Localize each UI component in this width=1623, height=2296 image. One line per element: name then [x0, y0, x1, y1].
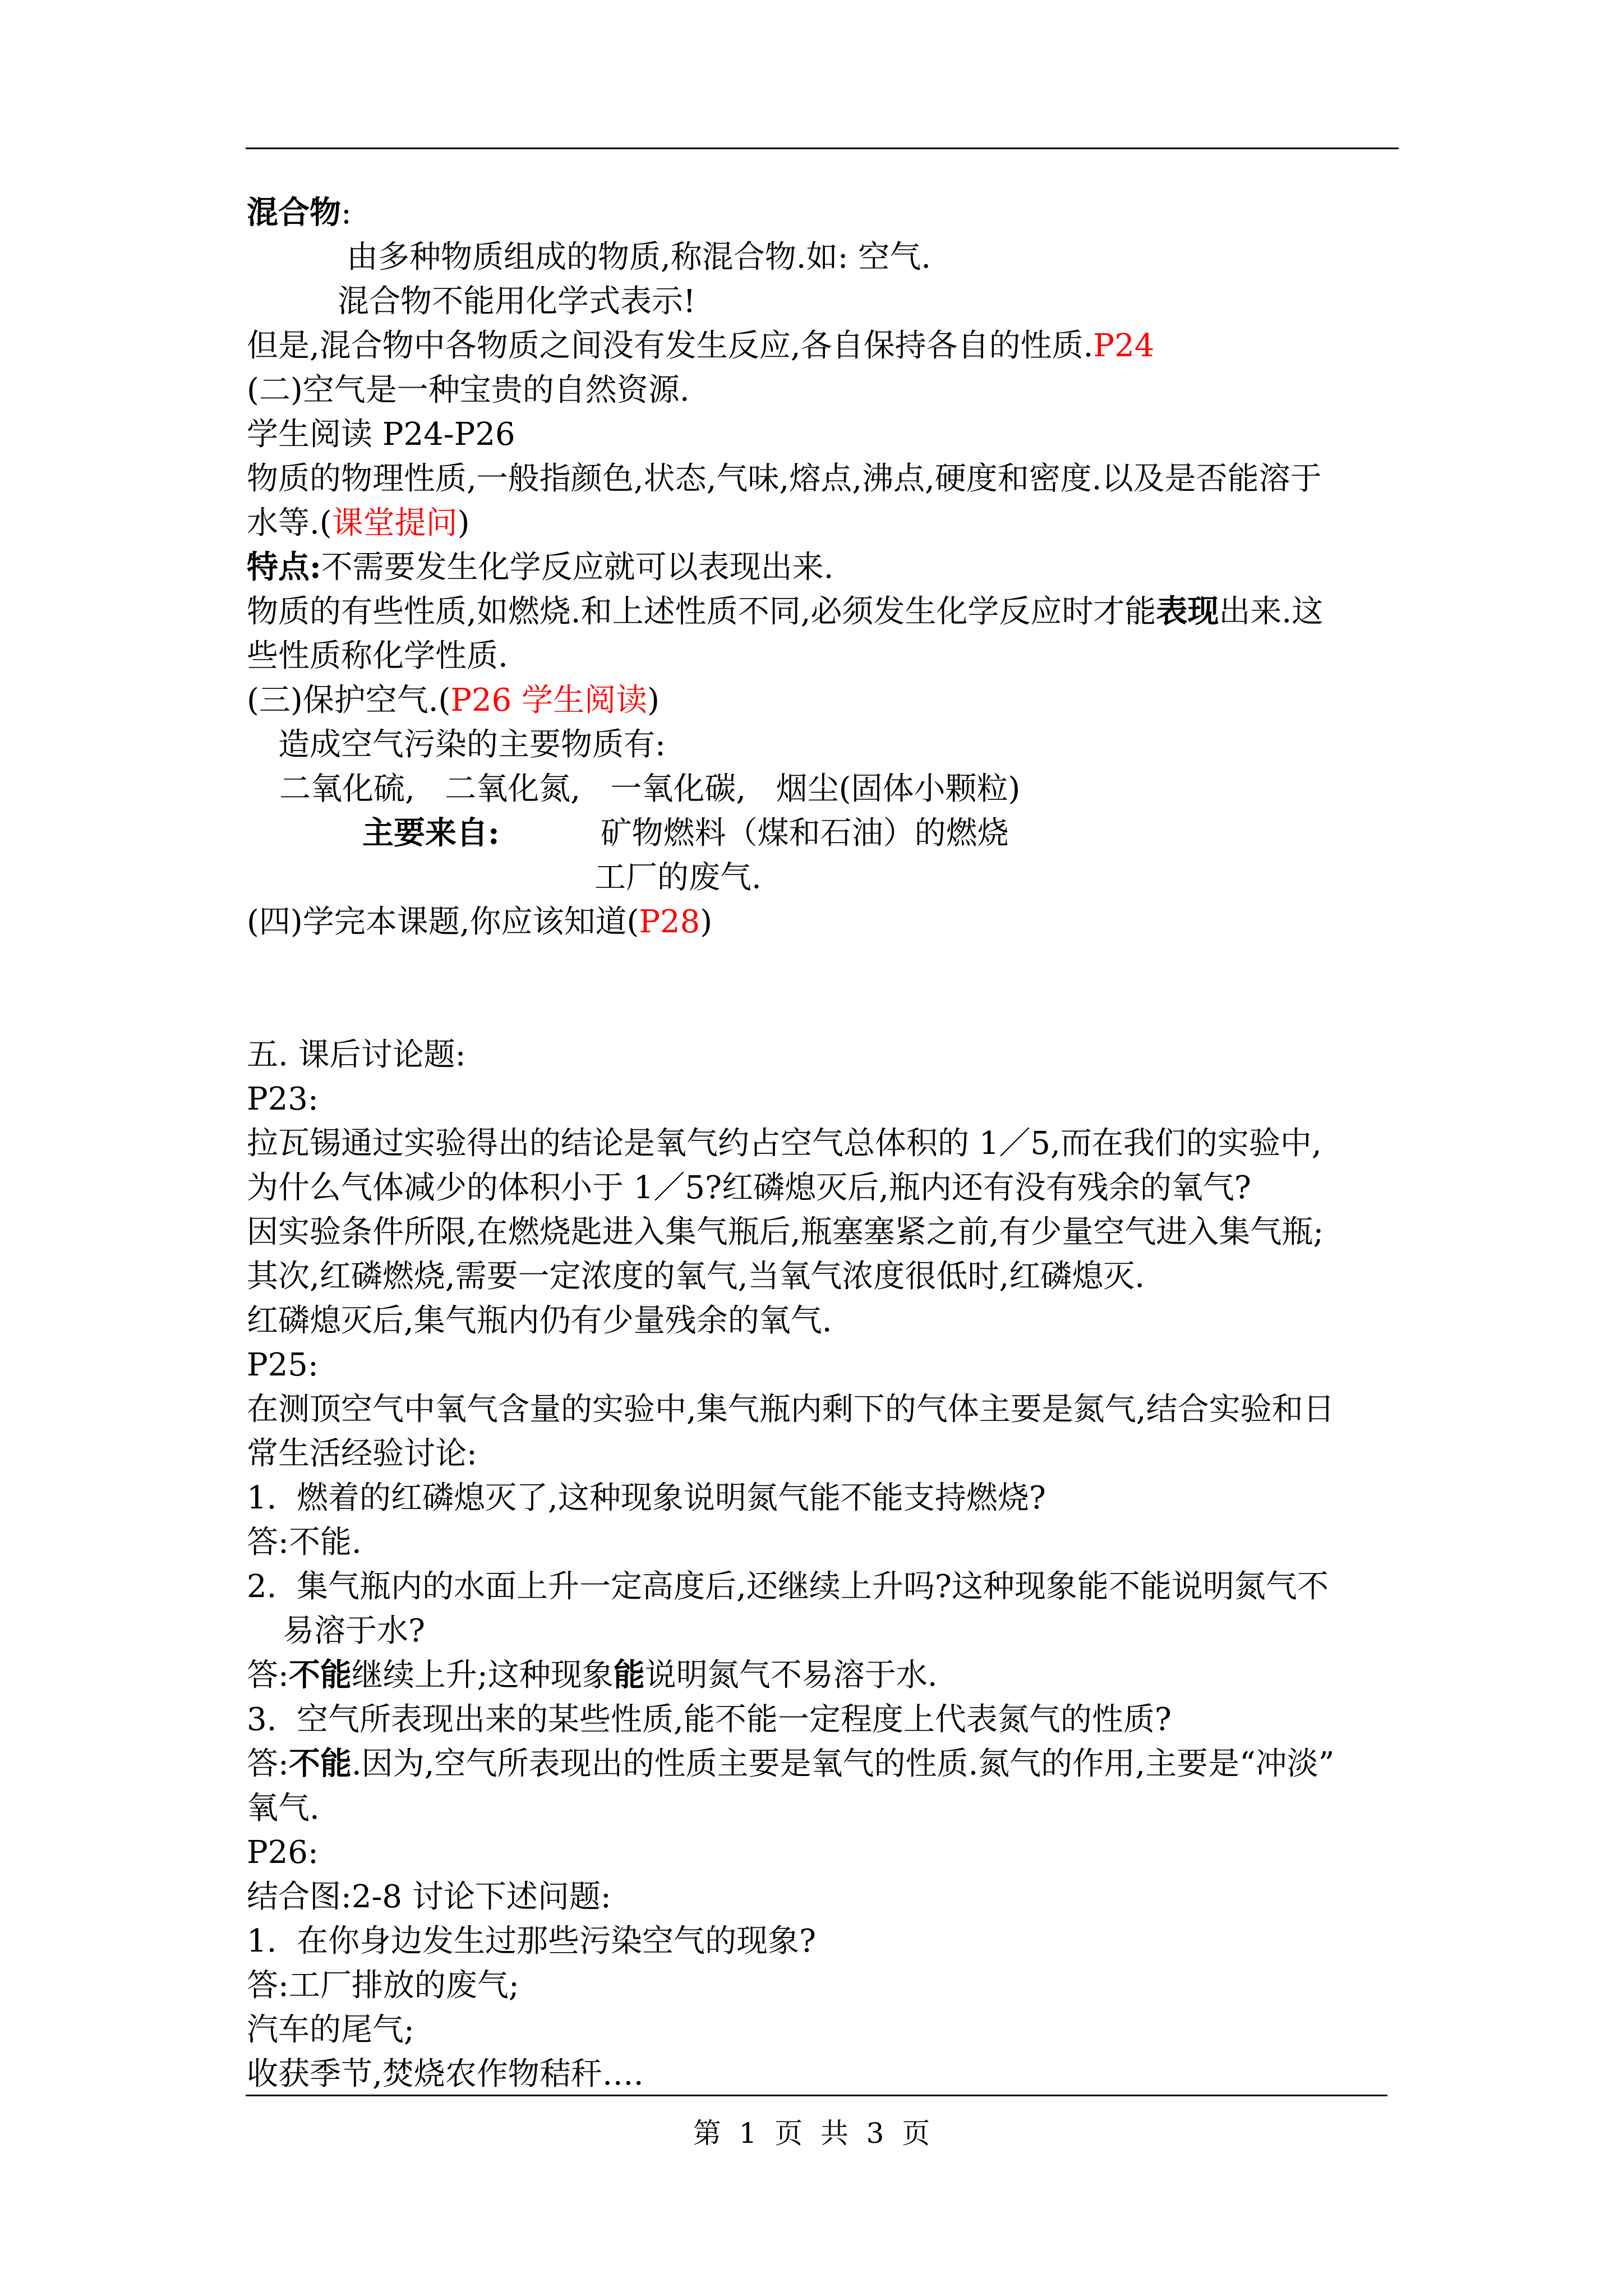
feature-label: 特点: — [247, 549, 321, 586]
p23-label: P23: — [247, 1081, 319, 1117]
mixture-properties: 但是,混合物中各物质之间没有发生反应,各自保持各自的性质.P24 — [247, 328, 1155, 364]
pollutants-list: 二氧化硫, 二氧化氮, 一氧化碳, 烟尘(固体小颗粒) — [279, 771, 1021, 807]
p25-intro-line1: 在测顶空气中氧气含量的实验中,集气瓶内剩下的气体主要是氮气,结合实验和日 — [247, 1391, 1335, 1428]
class-question-note: 课堂提问 — [331, 505, 458, 541]
feature-line: 特点:不需要发生化学反应就可以表现出来. — [247, 549, 834, 586]
p26-answer-line2: 汽车的尾气; — [247, 2012, 414, 2048]
chemical-properties-line1: 物质的有些性质,如燃烧.和上述性质不同,必须发生化学反应时才能表现出来.这 — [247, 593, 1324, 630]
p23-question-line1: 拉瓦锡通过实验得出的结论是氧气约占空气总体积的 1／5,而在我们的实验中, — [247, 1125, 1322, 1162]
section-3-heading: (三)保护空气.(P26 学生阅读) — [247, 682, 660, 719]
p26-question-1: 1. 在你身边发生过那些污染空气的现象? — [247, 1923, 817, 1959]
p25-answer-3-line1: 答:不能.因为,空气所表现出的性质主要是氧气的性质.氮气的作用,主要是“冲淡” — [247, 1745, 1335, 1782]
page-number: 第 1 页 共 3 页 — [693, 2117, 930, 2150]
pollutants-intro: 造成空气污染的主要物质有: — [278, 726, 666, 763]
reading-note: P26 学生阅读 — [450, 682, 648, 719]
section-4-heading: (四)学完本课题,你应该知道(P28) — [247, 904, 713, 940]
pollution-source-line1: 主要来自: 矿物燃料（煤和石油）的燃烧 — [362, 815, 1009, 852]
page-ref-p28: P28 — [639, 904, 700, 940]
mixture-title: 混合物 — [247, 194, 341, 231]
p25-question-3: 3. 空气所表现出来的某些性质,能不能一定程度上代表氮气的性质? — [247, 1701, 1172, 1738]
p25-question-2-line1: 2. 集气瓶内的水面上升一定高度后,还继续上升吗?这种现象能不能说明氮气不 — [247, 1568, 1329, 1605]
p26-answer-line3: 收获季节,焚烧农作物秸秆…. — [247, 2056, 644, 2092]
section-2-heading: (二)空气是一种宝贵的自然资源. — [247, 372, 690, 408]
p23-answer-line1: 因实验条件所限,在燃烧匙进入集气瓶后,瓶塞塞紧之前,有少量空气进入集气瓶; — [247, 1214, 1324, 1250]
mixture-no-formula: 混合物不能用化学式表示! — [338, 283, 696, 320]
mixture-definition: 由多种物质组成的物质,称混合物.如: 空气. — [347, 239, 932, 275]
section-5-heading: 五. 课后讨论题: — [247, 1037, 466, 1073]
chemical-properties-line2: 些性质称化学性质. — [247, 638, 508, 674]
p26-label: P26: — [247, 1834, 319, 1871]
p25-question-2-line2: 易溶于水? — [283, 1613, 426, 1649]
header-rule — [246, 148, 1399, 149]
physical-properties-line2: 水等.(课堂提问) — [247, 505, 470, 541]
p25-label: P25: — [247, 1347, 319, 1383]
p23-answer-line2: 其次,红磷燃烧,需要一定浓度的氧气,当氧气浓度很低时,红磷熄灭. — [247, 1258, 1145, 1295]
reading-assignment: 学生阅读 P24-P26 — [247, 416, 515, 453]
p25-answer-2: 答:不能继续上升;这种现象能说明氮气不易溶于水. — [247, 1657, 938, 1694]
p26-answer-line1: 答:工厂排放的废气; — [247, 1967, 519, 2004]
p25-question-1: 1. 燃着的红磷熄灭了,这种现象说明氮气能不能支持燃烧? — [247, 1480, 1046, 1516]
physical-properties-line1: 物质的物理性质,一般指颜色,状态,气味,熔点,沸点,硬度和密度.以及是否能溶于 — [247, 461, 1322, 497]
p26-intro: 结合图:2-8 讨论下述问题: — [247, 1879, 611, 1915]
source-label: 主要来自: — [362, 815, 500, 852]
page-ref: P24 — [1093, 328, 1155, 364]
p25-intro-line2: 常生活经验讨论: — [247, 1435, 477, 1472]
p25-answer-1: 答:不能. — [247, 1524, 362, 1561]
p25-answer-3-line2: 氧气. — [247, 1790, 320, 1826]
pollution-source-line2: 工厂的废气. — [594, 859, 762, 896]
p23-question-line2: 为什么气体减少的体积小于 1／5?红磷熄灭后,瓶内还有没有残余的氧气? — [247, 1170, 1251, 1206]
p23-answer-line3: 红磷熄灭后,集气瓶内仍有少量残余的氧气. — [247, 1303, 832, 1339]
section-mixture-title: 混合物: — [247, 194, 352, 231]
document-body — [247, 191, 1391, 2096]
footer-rule — [246, 2095, 1387, 2096]
